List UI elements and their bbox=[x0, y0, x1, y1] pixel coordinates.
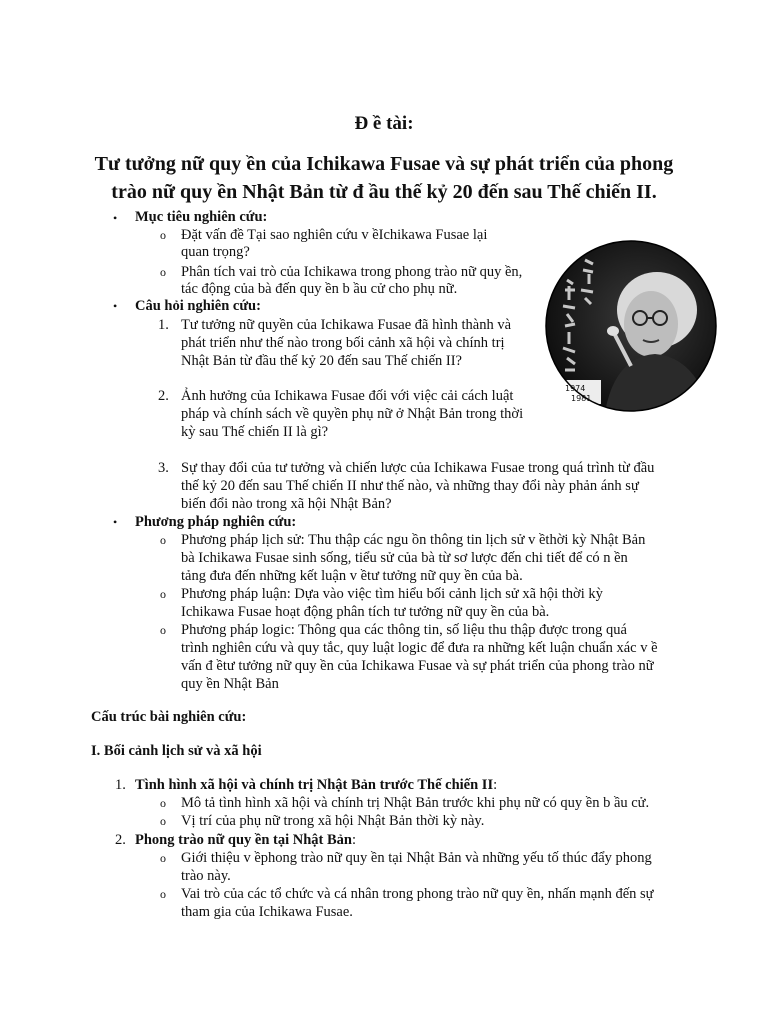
subsection-heading: Tình hình xã hội và chính trị Nhật Bản trước Thế chiến II: bbox=[135, 777, 498, 793]
section-heading-questions: Câu hỏi nghiên cứu: bbox=[135, 298, 261, 314]
bullet-icon: • bbox=[113, 211, 118, 225]
list-number: 3. bbox=[158, 460, 169, 476]
question-line: phát triển như thế nào trong bối cảnh xã hội và chính trị bbox=[181, 335, 505, 351]
objective-line: tác động của bà đến quy ền b ầu cử cho phụ nữ. bbox=[181, 281, 458, 297]
circle-bullet-icon: o bbox=[160, 265, 166, 279]
portrait-photo-icon bbox=[545, 240, 717, 412]
portrait-years-start: 1974 bbox=[565, 384, 586, 393]
method-line: Ichikawa Fusae hoạt động phân tích tư tưởng nữ quy ền của bà. bbox=[181, 604, 550, 620]
structure-item: Vai trò của các tổ chức và cá nhân trong phong trào nữ quy ền, nhấn mạnh đến sự bbox=[181, 886, 654, 902]
structure-heading: Cấu trúc bài nghiên cứu: bbox=[91, 709, 247, 725]
objective-line: Đặt vấn đề Tại sao nghiên cứu v ềIchikawa Fusae lại bbox=[181, 227, 488, 243]
list-number: 2. bbox=[115, 832, 126, 848]
subsection-heading: Phong trào nữ quy ền tại Nhật Bản: bbox=[135, 832, 357, 848]
method-line: vấn đ ềtư tưởng nữ quy ền của Ichikawa Fusae và sự phát triển của phong trào nữ bbox=[181, 658, 654, 674]
structure-item: Giới thiệu v ềphong trào nữ quy ền tại Nhật Bản và những yếu tố thúc đẩy phong bbox=[181, 850, 652, 866]
circle-bullet-icon: o bbox=[160, 533, 166, 547]
question-line: Tư tưởng nữ quyền của Ichikawa Fusae đã hình thành và bbox=[181, 317, 512, 333]
document-title bbox=[0, 150, 768, 206]
section-heading-objectives: Mục tiêu nghiên cứu: bbox=[135, 209, 268, 225]
section-heading-methods: Phương pháp nghiên cứu: bbox=[135, 514, 297, 530]
question-line: thế kỷ 20 đến sau Thế chiến II như thế nào, và những thay đổi này phản ánh sự bbox=[181, 478, 639, 494]
method-line: bà Ichikawa Fusae sinh sống, tiểu sử của bà từ sơ lược đến chi tiết để có n ền bbox=[181, 550, 628, 566]
circle-bullet-icon: o bbox=[160, 796, 166, 810]
title-line: trào nữ quy ền Nhật Bản từ đ ầu thế kỷ 20 đến sau Thế chiến II. bbox=[111, 181, 657, 203]
bullet-icon: • bbox=[113, 515, 118, 529]
question-line: pháp và chính sách về quyền phụ nữ ở Nhật Bản trong thời bbox=[181, 406, 524, 422]
structure-item: Vị trí của phụ nữ trong xã hội Nhật Bản thời kỳ này. bbox=[181, 813, 485, 829]
title-line: Tư tưởng nữ quy ền của Ichikawa Fusae và sự phát triển của phong bbox=[94, 153, 674, 175]
circle-bullet-icon: o bbox=[160, 228, 166, 242]
circle-bullet-icon: o bbox=[160, 587, 166, 601]
objective-line: Phân tích vai trò của Ichikawa trong phong trào nữ quy ền, bbox=[181, 264, 523, 280]
circle-bullet-icon: o bbox=[160, 814, 166, 828]
question-line: kỳ sau Thế chiến II là gì? bbox=[181, 424, 329, 440]
method-line: quy ền Nhật Bản bbox=[181, 676, 279, 692]
part-heading: I. Bối cảnh lịch sử và xã hội bbox=[91, 743, 262, 759]
circle-bullet-icon: o bbox=[160, 887, 166, 901]
method-line: tảng đưa đến những kết luận v ềtư tưởng nữ quy ền của bà. bbox=[181, 568, 523, 584]
method-line: Phương pháp lịch sử: Thu thập các ngu ồn thông tin lịch sử v ềthời kỳ Nhật Bản bbox=[181, 532, 646, 548]
structure-item: Mô tả tình hình xã hội và chính trị Nhật Bản trước khi phụ nữ có quy ền b ầu cử. bbox=[181, 795, 650, 811]
question-line: Ảnh hưởng của Ichikawa Fusae đối với việc cải cách luật bbox=[181, 388, 514, 404]
method-line: trình nghiên cứu và quy tắc, quy luật logic để đưa ra những kết luận chuẩn xác v ề bbox=[181, 640, 658, 656]
circle-bullet-icon: o bbox=[160, 851, 166, 865]
structure-item: tham gia của Ichikawa Fusae. bbox=[181, 904, 353, 920]
circle-bullet-icon: o bbox=[160, 623, 166, 637]
list-number: 2. bbox=[158, 388, 169, 404]
method-line: Phương pháp luận: Dựa vào việc tìm hiểu bối cảnh lịch sử xã hội thời kỳ bbox=[181, 586, 603, 602]
topic-label: Đ ề tài: bbox=[354, 113, 414, 134]
question-line: biến đổi nào trong xã hội Nhật Bản? bbox=[181, 496, 392, 512]
structure-item: trào này. bbox=[181, 868, 231, 884]
question-line: Nhật Bản từ đầu thế kỷ 20 đến sau Thế chiến II? bbox=[181, 353, 462, 369]
question-line: Sự thay đổi của tư tưởng và chiến lược của Ichikawa Fusae trong quá trình từ đầu bbox=[181, 460, 655, 476]
list-number: 1. bbox=[115, 777, 126, 793]
method-line: Phương pháp logic: Thông qua các thông tin, số liệu thu thập được trong quá bbox=[181, 622, 627, 638]
list-number: 1. bbox=[158, 317, 169, 333]
portrait-years-end: 1981 bbox=[571, 394, 592, 403]
bullet-icon: • bbox=[113, 299, 118, 313]
objective-line: quan trọng? bbox=[181, 244, 250, 260]
